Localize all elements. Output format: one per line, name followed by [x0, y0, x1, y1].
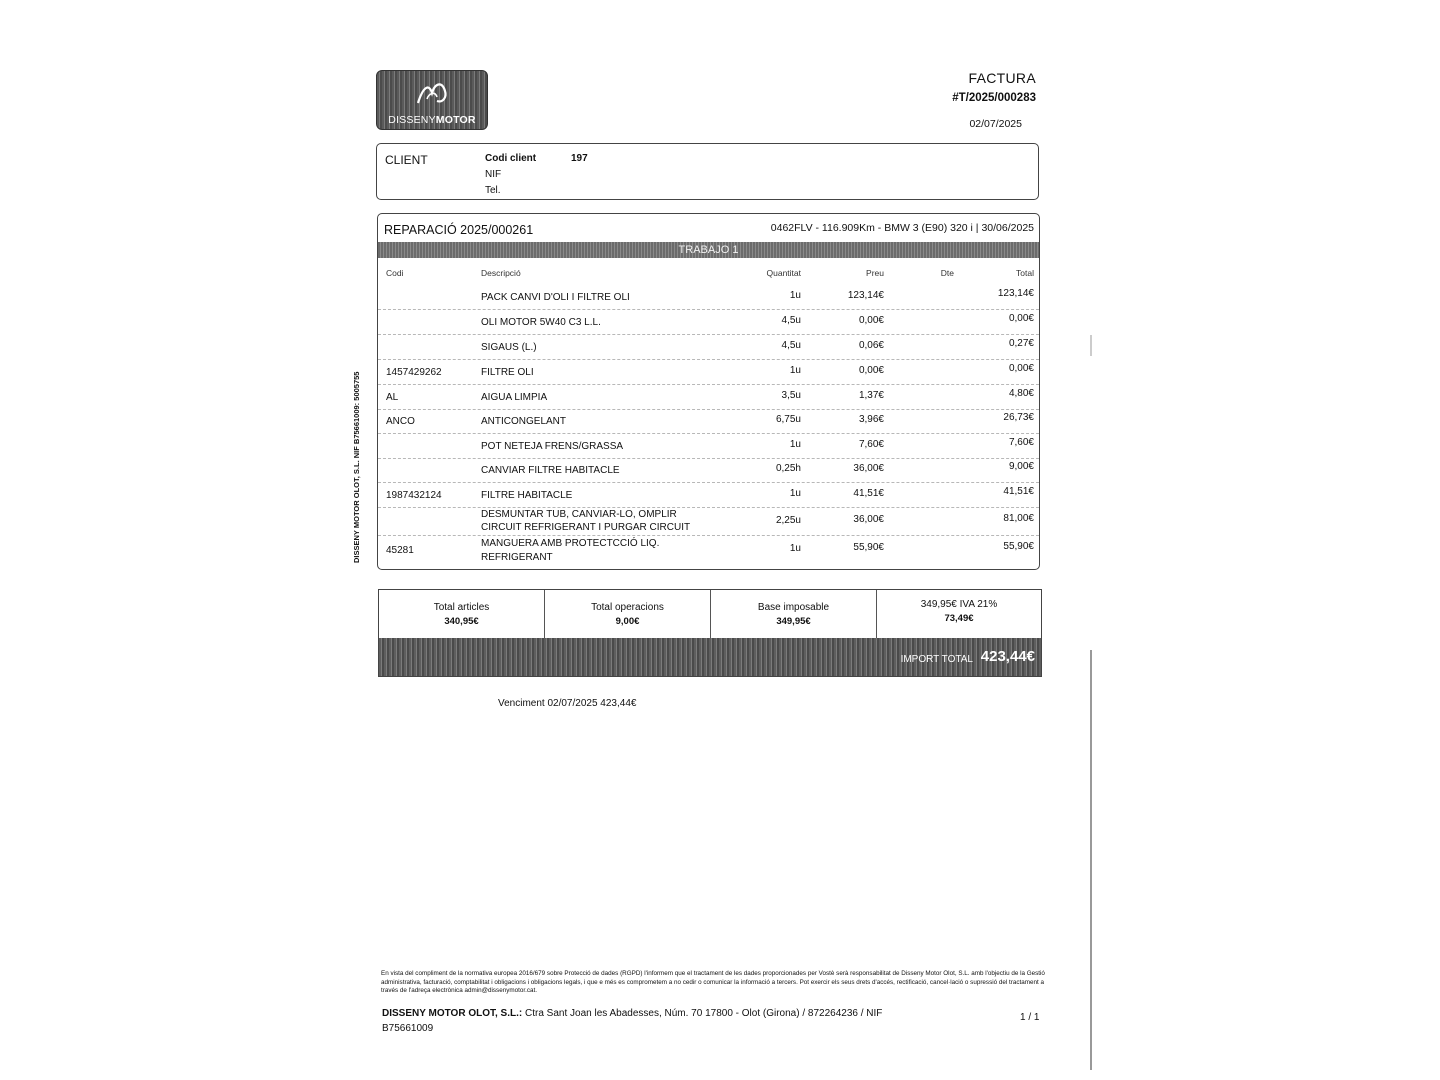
row-total: 7,60€ [1008, 437, 1034, 448]
client-tel-label: Tel. [485, 185, 501, 196]
table-row [378, 359, 1039, 385]
row-qty: 0,25h [775, 463, 801, 474]
row-desc: SIGAUS (L.) [481, 342, 537, 353]
row-desc: PACK CANVI D'OLI I FILTRE OLI [481, 292, 630, 303]
col-header-qty: Quantitat [766, 268, 801, 278]
table-row [378, 408, 1039, 434]
row-desc: ANTICONGELANT [481, 416, 567, 427]
table-row [378, 482, 1039, 508]
row-code: 1457429262 [386, 367, 442, 378]
total-articles-cell [379, 590, 545, 639]
col-header-total: Total [1016, 268, 1034, 278]
row-price: 36,00€ [853, 514, 884, 525]
row-code: 1987432124 [386, 490, 442, 501]
row-code: 45281 [386, 545, 414, 556]
tax-base-value: 349,95€ [776, 616, 811, 627]
row-price: 1,37€ [858, 390, 884, 401]
row-price: 41,51€ [853, 488, 884, 499]
row-qty: 1u [789, 290, 801, 301]
row-qty: 1u [789, 365, 801, 376]
total-articles-value: 340,95€ [444, 616, 479, 627]
row-total: 4,80€ [1008, 388, 1034, 399]
row-price: 123,14€ [847, 290, 884, 301]
import-total-label: IMPORT TOTAL [900, 654, 973, 665]
row-price: 0,00€ [858, 315, 884, 326]
client-title: CLIENT [385, 153, 428, 167]
row-qty: 4,5u [781, 315, 801, 326]
vat-value: 73,49€ [944, 613, 974, 624]
row-qty: 4,5u [781, 340, 801, 351]
row-total: 26,73€ [1003, 412, 1034, 423]
client-box [376, 143, 1039, 200]
vat-label: 349,95€ IVA 21% [920, 599, 998, 610]
total-operations-value: 9,00€ [615, 616, 640, 627]
row-code: AL [386, 392, 399, 403]
tax-base-label: Base imposable [757, 602, 830, 613]
row-qty: 1u [789, 439, 801, 450]
table-row [378, 507, 1039, 536]
client-code-value: 197 [571, 153, 588, 164]
row-price: 0,06€ [858, 340, 884, 351]
row-desc: FILTRE OLI [481, 367, 534, 378]
row-total: 55,90€ [1003, 541, 1034, 552]
table-row [378, 433, 1039, 459]
repair-title: REPARACIÓ 2025/000261 [384, 223, 534, 237]
invoice-date: 02/07/2025 [969, 118, 1022, 130]
company-logo [376, 70, 488, 130]
table-row [378, 309, 1039, 335]
row-price: 3,96€ [858, 414, 884, 425]
logo-mark-icon [415, 77, 451, 107]
total-operations-label: Total operacions [591, 602, 664, 613]
side-registry-text: DISSENY MOTOR OLOT, S.L. NIF B75661009: 5005755 [352, 371, 361, 563]
row-qty: 3,5u [781, 390, 801, 401]
row-qty: 2,25u [775, 515, 801, 526]
col-header-desc: Descripció [481, 268, 521, 278]
row-qty: 1u [789, 543, 801, 554]
table-row [378, 284, 1039, 310]
totals-box [378, 589, 1042, 677]
row-desc: MANGUERA AMB PROTECTCCIÓ LIQ. REFRIGERANT [481, 538, 660, 563]
company-footer [382, 1006, 922, 1036]
footer-company: DISSENY MOTOR OLOT, S.L.: [382, 1008, 523, 1019]
due-date: Venciment 02/07/2025 423,44€ [498, 698, 637, 709]
invoice-number: #T/2025/000283 [952, 92, 1036, 104]
import-total-value: 423,44€ [980, 648, 1035, 665]
vat-cell [877, 590, 1041, 639]
row-total: 41,51€ [1003, 486, 1034, 497]
row-desc: DESMUNTAR TUB, CANVIAR-LO, OMPLIR CIRCUIT REFRIGERANT I PURGAR CIRCUIT [481, 509, 691, 533]
row-total: 0,00€ [1008, 313, 1034, 324]
job-header-bar: TRABAJO 1 [378, 242, 1039, 258]
row-total: 81,00€ [1003, 513, 1034, 524]
logo-wordmark: DISSENYMOTOR [388, 114, 476, 126]
legal-notice: En vista del compliment de la normativa europea 2016/679 sobre Protecció de dades (RGPD) l'informem que el tractament de les dades proporcionades per Vostè serà responsabilitat de Disseny Motor Olot, S.L. amb l'objectiu de la Gestió administrativa, facturació, comptabilitat i obligacions i obligacions legals, i que e més es comprometem a no cedir o comunicar la informació a tercers. Pot exercir els seus drets d'accés, rectificació, cancel·lació o supressió del tractament a través de l'adreça electrònica admin@dissenymotor.cat. [381, 970, 1045, 994]
tax-base-cell [711, 590, 877, 639]
total-articles-label: Total articles [433, 602, 490, 613]
page-number: 1 / 1 [1020, 1012, 1040, 1023]
col-header-code: Codi [386, 268, 404, 278]
row-desc: AIGUA LIMPIA [481, 392, 548, 403]
row-code: ANCO [386, 416, 415, 427]
total-operations-cell [545, 590, 711, 639]
table-row [378, 384, 1039, 410]
vehicle-info: 0462FLV - 116.909Km - BMW 3 (E90) 320 i | 30/06/2025 [770, 222, 1034, 234]
row-price: 0,00€ [858, 365, 884, 376]
row-price: 7,60€ [858, 439, 884, 450]
row-desc: FILTRE HABITACLE [481, 490, 573, 501]
row-qty: 1u [789, 488, 801, 499]
scan-edge [1090, 20, 1092, 1070]
document-type: FACTURA [968, 70, 1036, 86]
footer-address: Ctra Sant Joan les Abadesses, Núm. 70 17800 - Olot (Girona) / 872264236 / NIF B75661009 [382, 1008, 883, 1034]
row-total: 123,14€ [997, 288, 1034, 299]
row-total: 0,27€ [1008, 338, 1034, 349]
client-code-label: Codi client [485, 153, 537, 164]
col-header-price: Preu [866, 268, 884, 278]
row-price: 55,90€ [853, 542, 884, 553]
row-total: 9,00€ [1008, 461, 1034, 472]
row-desc: CANVIAR FILTRE HABITACLE [481, 465, 620, 476]
row-qty: 6,75u [775, 414, 801, 425]
row-desc: POT NETEJA FRENS/GRASSA [481, 441, 624, 452]
col-header-disc: Dte [940, 268, 954, 278]
row-total: 0,00€ [1008, 363, 1034, 374]
repair-box [377, 213, 1040, 570]
table-row [378, 457, 1039, 483]
import-total-bar [379, 638, 1041, 676]
table-row [378, 536, 1039, 564]
client-nif-label: NIF [485, 169, 502, 180]
table-row [378, 334, 1039, 360]
row-desc: OLI MOTOR 5W40 C3 L.L. [481, 317, 601, 328]
row-price: 36,00€ [853, 463, 884, 474]
